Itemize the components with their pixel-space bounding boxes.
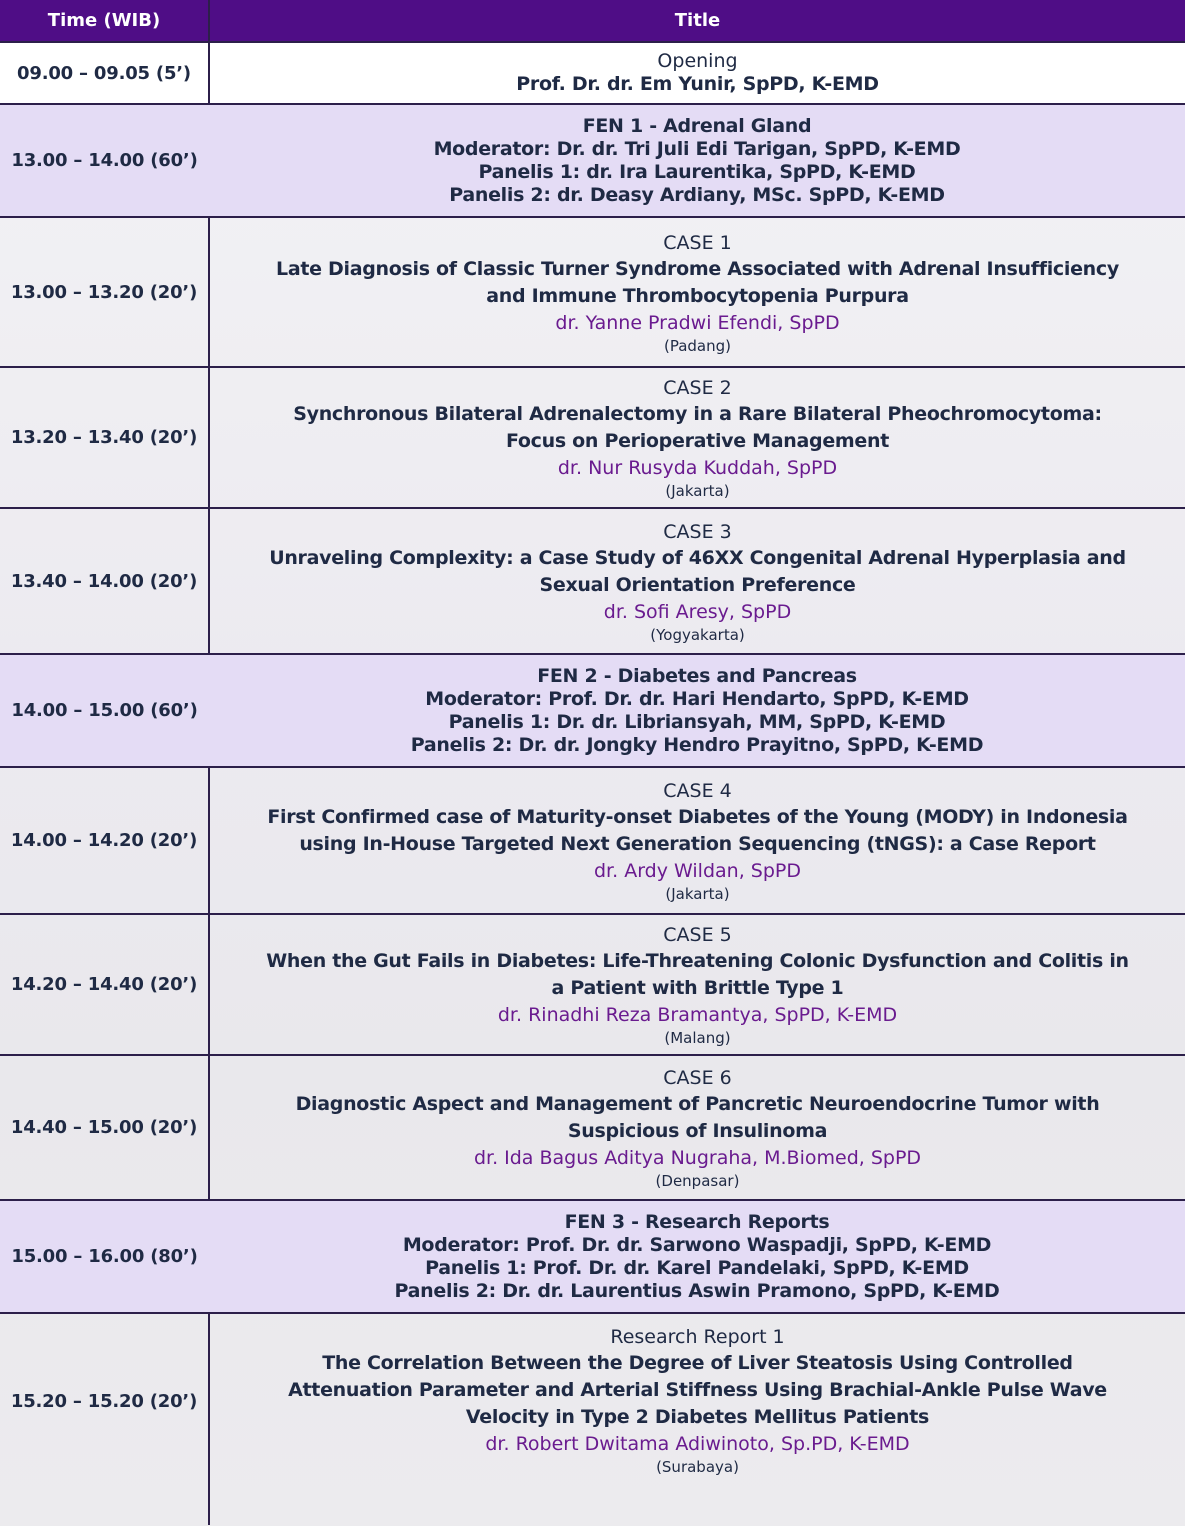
case-time: 14.40 – 15.00 (20’) [0,1055,209,1200]
session-panelis-1: Panelis 1: Dr. dr. Libriansyah, MM, SpPD, K-EMD [448,710,946,733]
case-city: (Jakarta) [665,885,730,903]
case-title-line: When the Gut Fails in Diabetes: Life-Threatening Colonic Dysfunction and Colitis in [266,950,1129,972]
case-title-line: Late Diagnosis of Classic Turner Syndrome Associated with Adrenal Insufficiency [276,257,1119,280]
case-label: CASE 1 [663,231,732,254]
case-time: 15.20 – 15.20 (20’) [0,1313,209,1525]
case-row-5 [0,914,1185,1055]
case-title-line: The Correlation Between the Degree of Liver Steatosis Using Controlled [322,1352,1073,1374]
case-title-line: Sexual Orientation Preference [539,573,856,596]
case-title-line: Focus on Perioperative Management [505,430,890,452]
case-city: (Yogyakarta) [650,625,745,644]
case-cell [209,1055,1185,1200]
session-title: FEN 1 - Adrenal Gland [582,114,812,137]
session-moderator: Moderator: Prof. Dr. dr. Hari Hendarto, SpPD, K-EMD [425,687,969,710]
case-title-line: a Patient with Brittle Type 1 [551,977,844,999]
case-title-line: Unraveling Complexity: a Case Study of 46XX Congenital Adrenal Hyperplasia and [269,546,1126,569]
case-title-line: Diagnostic Aspect and Management of Pancretic Neuroendocrine Tumor with [295,1093,1100,1115]
case-city: (Jakarta) [665,482,730,500]
case-label: CASE 3 [663,520,732,543]
case-city: (Padang) [663,336,731,355]
opening-cell [209,42,1185,104]
case-time: 13.00 – 13.20 (20’) [0,217,209,367]
case-time: 14.20 – 14.40 (20’) [0,914,209,1055]
case-time: 14.00 – 14.20 (20’) [0,767,209,914]
session-panelis-2: Panelis 2: Dr. dr. Laurentius Aswin Pramono, SpPD, K-EMD [394,1279,1000,1302]
case-presenter: dr. Sofi Aresy, SpPD [603,600,792,623]
header-row [0,0,1185,42]
case-cell [209,1313,1185,1525]
case-cell [209,508,1185,654]
case-cell [209,767,1185,914]
session-moderator: Moderator: Dr. dr. Tri Juli Edi Tarigan, SpPD, K-EMD [433,137,961,160]
session-panelis-2: Panelis 2: Dr. dr. Jongky Hendro Prayitno, SpPD, K-EMD [410,733,984,756]
case-row-6 [0,1055,1185,1200]
session-cell [209,1200,1185,1313]
case-presenter: dr. Yanne Pradwi Efendi, SpPD [555,311,840,334]
case-cell [209,367,1185,508]
session-title: FEN 2 - Diabetes and Pancreas [537,664,857,687]
session-moderator: Moderator: Prof. Dr. dr. Sarwono Waspadji, SpPD, K-EMD [402,1233,992,1256]
case-label: Research Report 1 [610,1326,785,1348]
case-row-4 [0,767,1185,914]
case-time: 13.20 – 13.40 (20’) [0,367,209,508]
case-label: CASE 4 [663,780,732,802]
case-title-line: Attenuation Parameter and Arterial Stiffness Using Brachial-Ankle Pulse Wave [288,1379,1107,1401]
session-panelis-1: Panelis 1: Prof. Dr. dr. Karel Pandelaki, SpPD, K-EMD [425,1256,969,1279]
session-cell [209,104,1185,217]
research-report-row-1 [0,1313,1185,1525]
session-row-fen1 [0,104,1185,217]
case-city: (Surabaya) [656,1458,739,1476]
case-title-line: Suspicious of Insulinoma [567,1120,828,1142]
case-city: (Malang) [664,1029,731,1047]
opening-row [0,42,1185,104]
session-panelis-2: Panelis 2: dr. Deasy Ardiany, MSc. SpPD, K-EMD [449,183,945,206]
title-column-header: Title [209,0,1185,42]
session-time: 13.00 – 14.00 (60’) [0,104,209,217]
case-time: 13.40 – 14.00 (20’) [0,508,209,654]
case-title-line: using In-House Targeted Next Generation Sequencing (tNGS): a Case Report [299,833,1096,855]
session-row-fen2 [0,654,1185,767]
session-title: FEN 3 - Research Reports [564,1210,830,1233]
opening-time: 09.00 – 09.05 (5’) [0,42,209,104]
case-cell [209,914,1185,1055]
case-presenter: dr. Ardy Wildan, SpPD [594,860,801,882]
case-presenter: dr. Robert Dwitama Adiwinoto, Sp.PD, K-EMD [485,1433,910,1455]
case-cell [209,217,1185,367]
opening-label: Opening [657,50,738,72]
case-label: CASE 5 [663,924,732,946]
case-label: CASE 2 [663,377,732,399]
session-time: 15.00 – 16.00 (80’) [0,1200,209,1313]
case-title-line: Velocity in Type 2 Diabetes Mellitus Patients [465,1406,930,1428]
case-row-3 [0,508,1185,654]
session-cell [209,654,1185,767]
case-presenter: dr. Rinadhi Reza Bramantya, SpPD, K-EMD [497,1004,898,1026]
time-column-header: Time (WIB) [0,0,209,42]
session-row-fen3 [0,1200,1185,1313]
case-presenter: dr. Ida Bagus Aditya Nugraha, M.Biomed, SpPD [473,1147,922,1169]
case-label: CASE 6 [663,1067,732,1089]
session-panelis-1: Panelis 1: dr. Ira Laurentika, SpPD, K-EMD [478,160,916,183]
case-row-2 [0,367,1185,508]
case-city: (Denpasar) [655,1172,740,1190]
case-presenter: dr. Nur Rusyda Kuddah, SpPD [557,457,838,479]
case-title-line: and Immune Thrombocytopenia Purpura [486,284,909,307]
case-row-1 [0,217,1185,367]
opening-speaker: Prof. Dr. dr. Em Yunir, SpPD, K-EMD [516,73,879,95]
case-title-line: Synchronous Bilateral Adrenalectomy in a Rare Bilateral Pheochromocytoma: [293,403,1102,425]
session-time: 14.00 – 15.00 (60’) [0,654,209,767]
case-title-line: First Confirmed case of Maturity-onset Diabetes of the Young (MODY) in Indonesia [267,806,1128,828]
